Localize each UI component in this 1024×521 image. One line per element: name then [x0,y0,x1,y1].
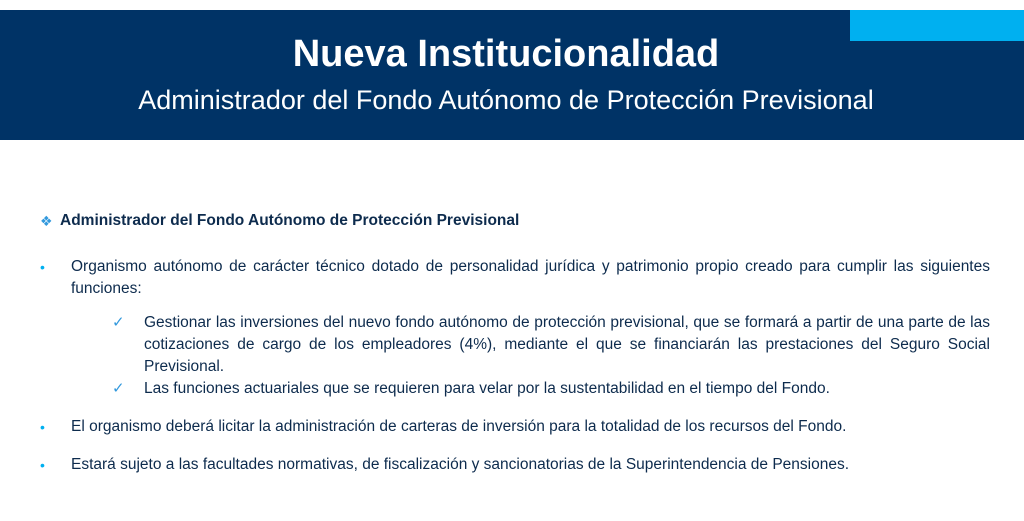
diamond-bullet-icon: ❖ [40,213,53,229]
checkmark-icon: ✓ [112,380,125,397]
sub-list-item [112,312,990,378]
sub-list-text: Las funciones actuariales que se requieren para velar por la sustentabilidad en el tiempo del Fondo. [144,380,830,397]
sub-list [112,312,990,400]
bullet-text: Estará sujeto a las facultades normativas, de fiscalización y sancionatorias de la Superintendencia de Pensiones. [71,456,850,473]
page-title: Nueva Institucionalidad [292,33,720,75]
section-heading-text: Administrador del Fondo Autónomo de Protección Previsional [60,212,520,229]
bullet-item [40,454,990,476]
bullet-text: Organismo autónomo de carácter técnico dotado de personalidad jurídica y patrimonio propio creado para cumplir las siguientes funciones: [71,258,990,297]
bullet-dot-icon: • [40,457,45,473]
page-subtitle: Administrador del Fondo Autónomo de Protección Previsional [138,85,874,115]
checkmark-icon: ✓ [112,314,125,331]
section-heading [40,210,990,232]
bullet-dot-icon: • [40,419,45,435]
bullet-item [40,256,990,300]
bullet-dot-icon: • [40,259,45,275]
sub-list-text: Gestionar las inversiones del nuevo fondo autónomo de protección previsional, que se formará a partir de una parte de las cotizaciones de cargo de los empleadores (4%), mediante el que se financiarán las prestaciones del Seguro Social Previsional. [144,314,990,375]
content-body [40,210,990,492]
bullet-text: El organismo deberá licitar la administración de carteras de inversión para la totalidad de los recursos del Fondo. [71,418,847,435]
sub-list-item [112,378,990,400]
bullet-item [40,416,990,438]
